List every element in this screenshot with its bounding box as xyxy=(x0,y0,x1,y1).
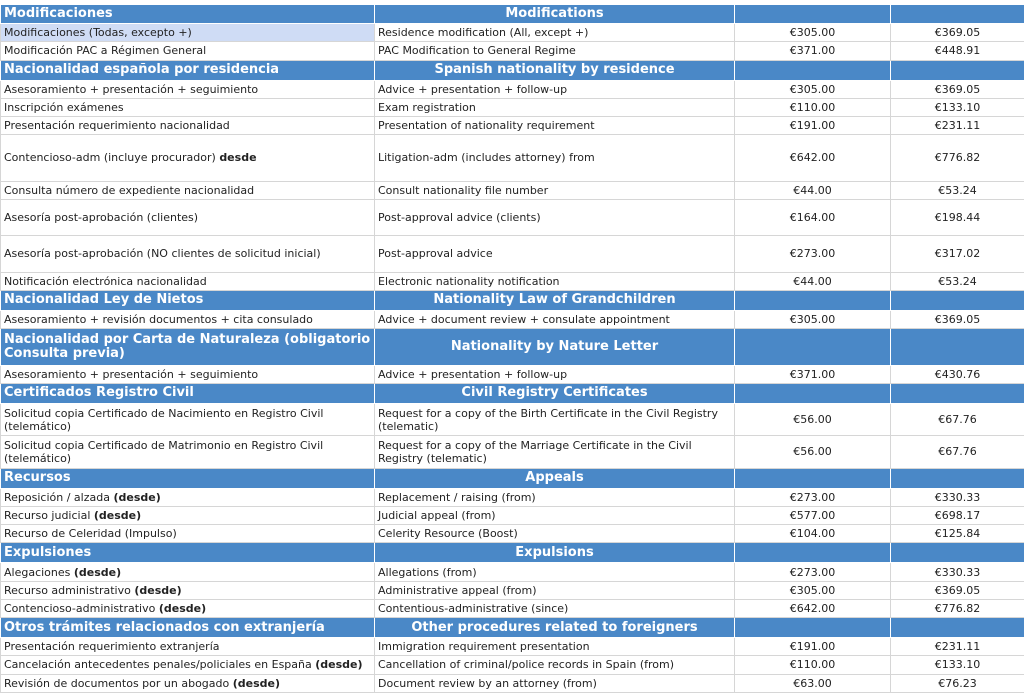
header-empty-cell[interactable] xyxy=(891,543,1024,563)
price-net-cell[interactable]: €371.00 xyxy=(735,365,891,383)
table-row xyxy=(1,117,1024,135)
service-en-cell[interactable]: Post-approval advice xyxy=(375,236,735,272)
table-row xyxy=(1,98,1024,116)
section-header-row xyxy=(1,290,1024,310)
service-es-text: Solicitud copia Certificado de Matrimonio en Registro Civil (telemático) xyxy=(4,439,323,465)
service-en-cell[interactable]: Request for a copy of the Birth Certificate in the Civil Registry (telematic) xyxy=(375,403,735,435)
table-row xyxy=(1,181,1024,199)
price-gross-cell[interactable]: €369.05 xyxy=(891,581,1024,599)
price-gross-cell[interactable]: €698.17 xyxy=(891,506,1024,524)
price-gross-cell[interactable]: €67.76 xyxy=(891,403,1024,435)
section-header-row xyxy=(1,5,1024,24)
table-row xyxy=(1,310,1024,328)
header-empty-cell[interactable] xyxy=(891,617,1024,637)
service-es-text: Asesoramiento + presentación + seguimiento xyxy=(4,83,258,96)
table-row xyxy=(1,42,1024,60)
service-en-cell[interactable]: Allegations (from) xyxy=(375,563,735,581)
price-gross-cell[interactable]: €53.24 xyxy=(891,181,1024,199)
service-en-cell[interactable]: Electronic nationality notification xyxy=(375,272,735,290)
service-en-cell[interactable]: Consult nationality file number xyxy=(375,181,735,199)
service-es-bold-text: (desde) xyxy=(113,491,160,504)
table-row xyxy=(1,24,1024,42)
service-es-cell[interactable] xyxy=(1,436,375,468)
price-net-cell[interactable]: €305.00 xyxy=(735,24,891,42)
price-net-cell[interactable]: €273.00 xyxy=(735,236,891,272)
price-net-cell[interactable]: €642.00 xyxy=(735,599,891,617)
price-gross-cell[interactable]: €198.44 xyxy=(891,199,1024,235)
price-gross-cell[interactable]: €76.23 xyxy=(891,674,1024,692)
header-empty-cell[interactable] xyxy=(735,290,891,310)
service-en-cell[interactable]: Advice + presentation + follow-up xyxy=(375,365,735,383)
table-row xyxy=(1,638,1024,656)
price-gross-cell[interactable]: €369.05 xyxy=(891,310,1024,328)
section-title-en[interactable]: Nationality by Nature Letter xyxy=(375,329,735,365)
service-en-cell[interactable]: Advice + presentation + follow-up xyxy=(375,80,735,98)
price-net-cell[interactable]: €44.00 xyxy=(735,181,891,199)
section-title-en[interactable]: Appeals xyxy=(375,468,735,488)
section-title-en[interactable]: Modifications xyxy=(375,5,735,24)
service-es-cell[interactable] xyxy=(1,506,375,524)
service-es-text: Asesoría post-aprobación (clientes) xyxy=(4,211,198,224)
section-title-es[interactable]: Certificados Registro Civil xyxy=(1,383,375,403)
price-gross-cell[interactable]: €448.91 xyxy=(891,42,1024,60)
price-gross-cell[interactable]: €369.05 xyxy=(891,80,1024,98)
price-net-cell[interactable]: €104.00 xyxy=(735,525,891,543)
price-net-cell[interactable]: €44.00 xyxy=(735,272,891,290)
service-es-text: Contencioso-adm (incluye procurador) xyxy=(4,151,219,164)
price-gross-cell[interactable]: €231.11 xyxy=(891,117,1024,135)
header-empty-cell[interactable] xyxy=(735,383,891,403)
service-es-text: Alegaciones xyxy=(4,566,74,579)
price-net-cell[interactable]: €63.00 xyxy=(735,674,891,692)
service-es-bold-text: (desde) xyxy=(159,602,206,615)
table-row xyxy=(1,506,1024,524)
table-row xyxy=(1,199,1024,235)
pricing-table-body xyxy=(1,5,1024,693)
price-net-cell[interactable]: €305.00 xyxy=(735,310,891,328)
service-es-text: Inscripción exámenes xyxy=(4,101,124,114)
price-net-cell[interactable]: €371.00 xyxy=(735,42,891,60)
service-es-text: Revisión de documentos por un abogado xyxy=(4,677,233,690)
service-es-cell[interactable] xyxy=(1,135,375,181)
service-en-cell[interactable]: Request for a copy of the Marriage Certificate in the Civil Registry (telematic) xyxy=(375,436,735,468)
header-empty-cell[interactable] xyxy=(735,329,891,365)
table-row xyxy=(1,236,1024,272)
service-en-cell[interactable]: Replacement / raising (from) xyxy=(375,488,735,506)
header-empty-cell[interactable] xyxy=(891,468,1024,488)
service-es-text: Presentación requerimiento extranjería xyxy=(4,640,220,653)
header-empty-cell[interactable] xyxy=(891,5,1024,24)
section-title-en[interactable]: Civil Registry Certificates xyxy=(375,383,735,403)
price-gross-cell[interactable]: €317.02 xyxy=(891,236,1024,272)
price-gross-cell[interactable]: €133.10 xyxy=(891,656,1024,674)
service-en-cell[interactable]: Exam registration xyxy=(375,98,735,116)
header-empty-cell[interactable] xyxy=(891,290,1024,310)
price-gross-cell[interactable]: €776.82 xyxy=(891,599,1024,617)
section-title-es[interactable]: Nacionalidad Ley de Nietos xyxy=(1,290,375,310)
service-es-cell[interactable] xyxy=(1,42,375,60)
table-row xyxy=(1,365,1024,383)
header-empty-cell[interactable] xyxy=(891,329,1024,365)
price-net-cell[interactable]: €273.00 xyxy=(735,563,891,581)
service-es-bold-text: (desde) xyxy=(134,584,181,597)
service-es-cell[interactable] xyxy=(1,272,375,290)
table-row xyxy=(1,581,1024,599)
section-header-row xyxy=(1,543,1024,563)
section-header-row xyxy=(1,617,1024,637)
service-en-cell[interactable]: Contentious-administrative (since) xyxy=(375,599,735,617)
service-en-cell[interactable]: Cancellation of criminal/police records in Spain (from) xyxy=(375,656,735,674)
service-es-text: Recurso de Celeridad (Impulso) xyxy=(4,527,177,540)
service-es-cell[interactable] xyxy=(1,24,375,42)
service-es-cell[interactable] xyxy=(1,236,375,272)
price-gross-cell[interactable]: €330.33 xyxy=(891,563,1024,581)
price-net-cell[interactable]: €110.00 xyxy=(735,98,891,116)
table-row xyxy=(1,488,1024,506)
service-es-cell[interactable] xyxy=(1,98,375,116)
price-gross-cell[interactable]: €330.33 xyxy=(891,488,1024,506)
price-net-cell[interactable]: €191.00 xyxy=(735,638,891,656)
section-header-row xyxy=(1,383,1024,403)
service-en-cell[interactable]: Immigration requirement presentation xyxy=(375,638,735,656)
service-es-cell[interactable] xyxy=(1,181,375,199)
service-es-text: Solicitud copia Certificado de Nacimiento en Registro Civil (telemático) xyxy=(4,407,323,433)
service-es-cell[interactable] xyxy=(1,403,375,435)
service-en-cell[interactable]: Document review by an attorney (from) xyxy=(375,674,735,692)
price-gross-cell[interactable]: €369.05 xyxy=(891,24,1024,42)
section-header-row xyxy=(1,468,1024,488)
service-en-cell[interactable]: Celerity Resource (Boost) xyxy=(375,525,735,543)
section-title-en[interactable]: Other procedures related to foreigners xyxy=(375,617,735,637)
service-es-bold-text: (desde) xyxy=(74,566,121,579)
header-empty-cell[interactable] xyxy=(735,543,891,563)
service-es-cell[interactable] xyxy=(1,563,375,581)
price-net-cell[interactable]: €56.00 xyxy=(735,403,891,435)
price-net-cell[interactable]: €110.00 xyxy=(735,656,891,674)
service-es-cell[interactable] xyxy=(1,599,375,617)
header-empty-cell[interactable] xyxy=(735,5,891,24)
service-es-cell[interactable] xyxy=(1,674,375,692)
table-row xyxy=(1,403,1024,435)
pricing-table xyxy=(0,4,1024,693)
service-es-cell[interactable] xyxy=(1,525,375,543)
section-title-es[interactable]: Otros trámites relacionados con extranjería xyxy=(1,617,375,637)
price-net-cell[interactable]: €56.00 xyxy=(735,436,891,468)
service-es-text: Asesoramiento + presentación + seguimiento xyxy=(4,368,258,381)
header-empty-cell[interactable] xyxy=(891,383,1024,403)
service-es-text: Modificaciones (Todas, excepto +) xyxy=(4,26,192,39)
service-es-cell[interactable] xyxy=(1,199,375,235)
section-title-es[interactable]: Modificaciones xyxy=(1,5,375,24)
service-es-cell[interactable] xyxy=(1,656,375,674)
table-row xyxy=(1,656,1024,674)
service-es-bold-text: (desde) xyxy=(315,658,362,671)
service-en-cell[interactable]: Presentation of nationality requirement xyxy=(375,117,735,135)
table-row xyxy=(1,563,1024,581)
section-title-es[interactable]: Expulsiones xyxy=(1,543,375,563)
header-empty-cell[interactable] xyxy=(891,60,1024,80)
service-en-cell[interactable]: Administrative appeal (from) xyxy=(375,581,735,599)
service-es-cell[interactable] xyxy=(1,581,375,599)
service-es-cell[interactable] xyxy=(1,638,375,656)
section-title-en[interactable]: Expulsions xyxy=(375,543,735,563)
header-empty-cell[interactable] xyxy=(735,468,891,488)
table-row xyxy=(1,674,1024,692)
price-net-cell[interactable]: €164.00 xyxy=(735,199,891,235)
service-es-text: Cancelación antecedentes penales/policiales en España xyxy=(4,658,315,671)
price-gross-cell[interactable]: €67.76 xyxy=(891,436,1024,468)
price-gross-cell[interactable]: €430.76 xyxy=(891,365,1024,383)
header-empty-cell[interactable] xyxy=(735,60,891,80)
service-en-cell[interactable]: Judicial appeal (from) xyxy=(375,506,735,524)
service-es-bold-text: (desde) xyxy=(233,677,280,690)
service-es-text: Recurso judicial xyxy=(4,509,94,522)
service-en-cell[interactable]: PAC Modification to General Regime xyxy=(375,42,735,60)
service-es-text: Asesoramiento + revisión documentos + cita consulado xyxy=(4,313,313,326)
section-title-es[interactable]: Nacionalidad española por residencia xyxy=(1,60,375,80)
section-title-en[interactable]: Nationality Law of Grandchildren xyxy=(375,290,735,310)
service-es-cell[interactable] xyxy=(1,310,375,328)
price-net-cell[interactable]: €305.00 xyxy=(735,80,891,98)
service-es-text: Modificación PAC a Régimen General xyxy=(4,44,206,57)
service-es-text: Presentación requerimiento nacionalidad xyxy=(4,119,230,132)
price-gross-cell[interactable]: €133.10 xyxy=(891,98,1024,116)
header-empty-cell[interactable] xyxy=(735,617,891,637)
service-en-cell[interactable]: Litigation-adm (includes attorney) from xyxy=(375,135,735,181)
service-es-text: Recurso administrativo xyxy=(4,584,134,597)
service-es-text: Contencioso-administrativo xyxy=(4,602,159,615)
section-header-row xyxy=(1,329,1024,365)
price-net-cell[interactable]: €577.00 xyxy=(735,506,891,524)
section-title-es[interactable]: Recursos xyxy=(1,468,375,488)
service-es-cell[interactable] xyxy=(1,117,375,135)
table-row xyxy=(1,272,1024,290)
table-row xyxy=(1,135,1024,181)
service-es-cell[interactable] xyxy=(1,488,375,506)
price-gross-cell[interactable]: €125.84 xyxy=(891,525,1024,543)
table-row xyxy=(1,436,1024,468)
service-es-text: Consulta número de expediente nacionalidad xyxy=(4,184,254,197)
price-net-cell[interactable]: €305.00 xyxy=(735,581,891,599)
price-net-cell[interactable]: €191.00 xyxy=(735,117,891,135)
service-es-bold-text: desde xyxy=(219,151,256,164)
service-en-cell[interactable]: Residence modification (All, except +) xyxy=(375,24,735,42)
section-header-row xyxy=(1,60,1024,80)
table-row xyxy=(1,599,1024,617)
service-es-text: Reposición / alzada xyxy=(4,491,113,504)
service-en-cell[interactable]: Advice + document review + consulate appointment xyxy=(375,310,735,328)
table-row xyxy=(1,80,1024,98)
price-net-cell[interactable]: €273.00 xyxy=(735,488,891,506)
price-net-cell[interactable]: €642.00 xyxy=(735,135,891,181)
section-title-es[interactable]: Nacionalidad por Carta de Naturaleza (obligatorio Consulta previa) xyxy=(1,329,375,365)
service-es-text: Asesoría post-aprobación (NO clientes de solicitud inicial) xyxy=(4,247,321,260)
price-gross-cell[interactable]: €231.11 xyxy=(891,638,1024,656)
section-title-en[interactable]: Spanish nationality by residence xyxy=(375,60,735,80)
service-en-cell[interactable]: Post-approval advice (clients) xyxy=(375,199,735,235)
service-es-text: Notificación electrónica nacionalidad xyxy=(4,275,207,288)
price-gross-cell[interactable]: €53.24 xyxy=(891,272,1024,290)
service-es-bold-text: (desde) xyxy=(94,509,141,522)
table-row xyxy=(1,525,1024,543)
service-es-cell[interactable] xyxy=(1,80,375,98)
service-es-cell[interactable] xyxy=(1,365,375,383)
price-gross-cell[interactable]: €776.82 xyxy=(891,135,1024,181)
